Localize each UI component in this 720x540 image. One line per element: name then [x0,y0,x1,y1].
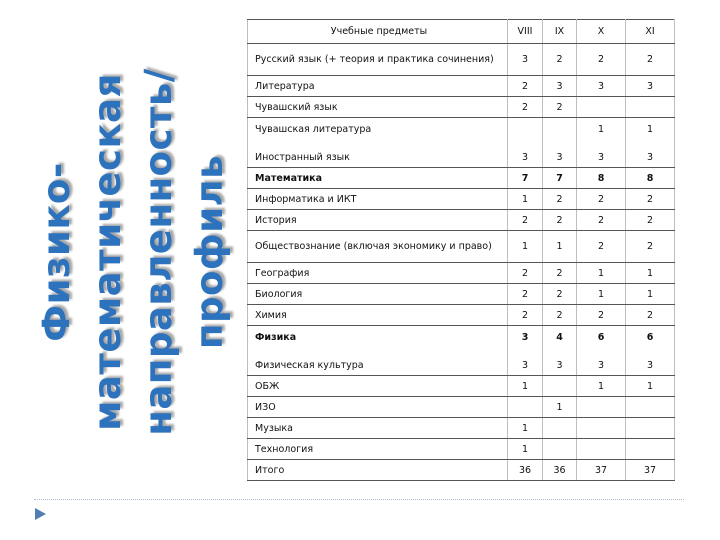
hours-grade-10: 6 [577,326,626,356]
hours-grade-10: 2 [577,210,626,231]
subject-name: Химия [248,305,508,326]
table-row [248,168,675,189]
hours-grade-11: 3 [626,355,675,376]
hours-grade-10 [577,97,626,118]
side-title-line-2: математическая [86,73,129,431]
hours-grade-11: 1 [626,284,675,305]
hours-grade-9: 1 [543,397,577,418]
subject-name: Литература [248,76,508,97]
table-row [248,355,675,376]
hours-grade-11: 3 [626,76,675,97]
hours-grade-8: 2 [508,76,543,97]
header-grade-11: XI [626,20,675,44]
subject-name: История [248,210,508,231]
total-grade-8: 36 [508,460,543,481]
hours-grade-9: 2 [543,97,577,118]
hours-grade-11: 2 [626,189,675,210]
hours-grade-9: 2 [543,44,577,76]
total-label: Итого [248,460,508,481]
subject-name: Физика [248,326,508,356]
subject-name: Музыка [248,418,508,439]
hours-grade-8: 2 [508,210,543,231]
subject-name: Математика [248,168,508,189]
hours-grade-8: 3 [508,44,543,76]
table-header-row [248,20,675,44]
hours-grade-10: 3 [577,76,626,97]
subject-name: Технология [248,439,508,460]
subject-name: Информатика и ИКТ [248,189,508,210]
table-row [248,397,675,418]
hours-grade-11 [626,397,675,418]
hours-grade-10: 2 [577,305,626,326]
subject-name: ИЗО [248,397,508,418]
table-row [248,44,675,76]
subject-name: Физическая культура [248,355,508,376]
table-row [248,147,675,168]
hours-grade-10: 3 [577,147,626,168]
hours-grade-11: 2 [626,44,675,76]
hours-grade-10 [577,418,626,439]
total-grade-9: 36 [543,460,577,481]
hours-grade-9: 2 [543,263,577,284]
table-row [248,305,675,326]
triangle-bullet-icon [35,508,46,520]
hours-grade-8: 1 [508,231,543,263]
table-row [248,418,675,439]
subject-name: ОБЖ [248,376,508,397]
hours-grade-9 [543,118,577,148]
slide-divider [34,499,684,500]
hours-grade-10: 2 [577,231,626,263]
hours-grade-8: 7 [508,168,543,189]
hours-grade-10: 3 [577,355,626,376]
hours-grade-10: 1 [577,118,626,148]
subject-name: Обществознание (включая экономику и право) [248,231,508,263]
hours-grade-10: 1 [577,284,626,305]
hours-grade-8: 1 [508,439,543,460]
hours-grade-10: 2 [577,189,626,210]
hours-grade-9: 3 [543,76,577,97]
hours-grade-11: 2 [626,231,675,263]
table-row [248,210,675,231]
hours-grade-9 [543,418,577,439]
table-row [248,97,675,118]
table-row [248,326,675,356]
table-row [248,439,675,460]
subject-name: Русский язык (+ теория и практика сочинения) [248,44,508,76]
hours-grade-11 [626,439,675,460]
total-grade-10: 37 [577,460,626,481]
side-title-line-3: направленность/ [137,68,180,436]
header-grade-10: X [577,20,626,44]
table-total-row [248,460,675,481]
hours-grade-9 [543,376,577,397]
hours-grade-11: 1 [626,118,675,148]
total-grade-11: 37 [626,460,675,481]
hours-grade-11: 1 [626,376,675,397]
hours-grade-8: 1 [508,376,543,397]
hours-grade-9: 1 [543,231,577,263]
hours-grade-9 [543,439,577,460]
hours-grade-8 [508,118,543,148]
table-row [248,118,675,148]
table-row [248,231,675,263]
hours-grade-8: 2 [508,97,543,118]
side-title [33,42,233,462]
side-title-line-1: Физико- [35,162,78,342]
hours-grade-9: 3 [543,355,577,376]
hours-grade-9: 2 [543,189,577,210]
hours-grade-8: 1 [508,189,543,210]
curriculum-table [247,19,675,481]
hours-grade-10 [577,439,626,460]
hours-grade-10: 8 [577,168,626,189]
hours-grade-8 [508,397,543,418]
subject-name: География [248,263,508,284]
table-row [248,284,675,305]
table-row [248,376,675,397]
table-row [248,263,675,284]
side-title-line-4: профиль [188,154,231,350]
hours-grade-8: 3 [508,147,543,168]
hours-grade-9: 2 [543,284,577,305]
hours-grade-9: 4 [543,326,577,356]
hours-grade-11: 8 [626,168,675,189]
hours-grade-10 [577,397,626,418]
hours-grade-9: 7 [543,168,577,189]
hours-grade-11: 2 [626,210,675,231]
table-row [248,189,675,210]
hours-grade-10: 1 [577,263,626,284]
hours-grade-11: 2 [626,305,675,326]
hours-grade-11 [626,418,675,439]
hours-grade-11: 6 [626,326,675,356]
hours-grade-9: 3 [543,147,577,168]
hours-grade-11 [626,97,675,118]
subject-name: Чувашская литература [248,118,508,148]
hours-grade-8: 2 [508,284,543,305]
table-row [248,76,675,97]
hours-grade-10: 2 [577,44,626,76]
hours-grade-9: 2 [543,305,577,326]
hours-grade-8: 1 [508,418,543,439]
subject-name: Биология [248,284,508,305]
subject-name: Чувашский язык [248,97,508,118]
hours-grade-9: 2 [543,210,577,231]
header-grade-8: VIII [508,20,543,44]
hours-grade-8: 2 [508,305,543,326]
hours-grade-11: 1 [626,263,675,284]
header-grade-9: IX [543,20,577,44]
hours-grade-8: 3 [508,326,543,356]
header-subjects: Учебные предметы [248,20,508,44]
hours-grade-8: 2 [508,263,543,284]
hours-grade-11: 3 [626,147,675,168]
subject-name: Иностранный язык [248,147,508,168]
hours-grade-8: 3 [508,355,543,376]
hours-grade-10: 1 [577,376,626,397]
